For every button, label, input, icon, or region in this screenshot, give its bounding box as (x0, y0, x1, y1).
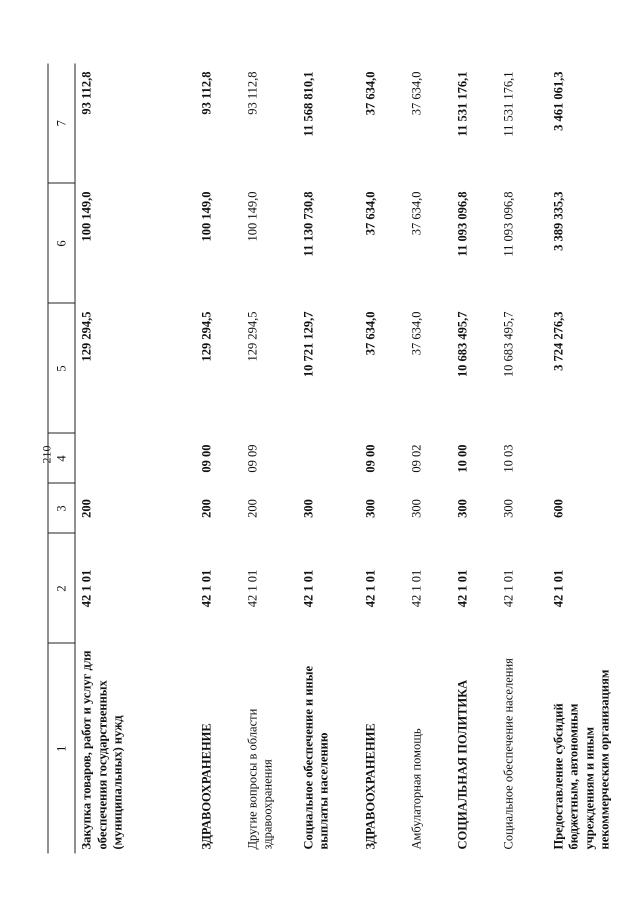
table-body (75, 63, 640, 853)
row-section-cell: 09 02 (409, 443, 423, 473)
rotated-budget-table-wrapper (48, 63, 612, 853)
page-number: 210 (39, 445, 54, 464)
row-csr-cell: 42 1 01 (363, 569, 377, 607)
row-amount-2-cell: 11 130 730,8 (301, 191, 315, 256)
header-col-2: 2 (48, 533, 75, 643)
row-vr-cell: 200 (79, 498, 94, 518)
row-amount-3-cell: 37 634,0 (409, 71, 423, 115)
row-amount-1-cell: 10 721 129,7 (301, 311, 315, 377)
row-name-cell: Другие вопросы в области здравоохранения (245, 708, 275, 849)
row-csr-cell: 42 1 01 (301, 569, 315, 607)
row-amount-1-cell: 37 634,0 (409, 311, 423, 355)
row-name-cell: Социальное обеспечение и иные выплаты населению (301, 665, 331, 849)
row-name-cell: Социальное обеспечение населения (501, 657, 515, 849)
table-row (241, 63, 297, 853)
table-row (359, 63, 405, 853)
row-amount-1-cell: 10 683 495,7 (501, 311, 515, 377)
header-col-4: 4 (48, 433, 75, 483)
row-amount-2-cell: 100 149,0 (199, 191, 213, 241)
budget-table (48, 63, 640, 853)
row-amount-1-cell: 10 683 495,7 (455, 311, 469, 377)
row-section-cell: 09 09 (245, 443, 259, 473)
row-amount-3-cell: 93 112,8 (199, 71, 213, 115)
row-csr-cell: 42 1 01 (409, 569, 423, 607)
table-row (547, 63, 640, 853)
row-vr-cell: 300 (455, 498, 469, 518)
row-name-cell: Амбулаторная помощь (409, 727, 423, 849)
row-csr-cell: 42 1 01 (199, 569, 213, 607)
row-vr-cell: 300 (501, 498, 515, 518)
row-name-cell: Закупка товаров, работ и услуг для обеспечения государственных (муниципальных) нужд (79, 649, 125, 849)
row-csr-cell: 42 1 01 (79, 569, 94, 607)
header-col-6: 6 (48, 183, 75, 303)
row-section-cell: 09 00 (363, 443, 377, 473)
table-row (297, 63, 359, 853)
row-vr-cell: 300 (363, 498, 377, 518)
row-csr-cell: 42 1 01 (455, 569, 469, 607)
header-col-7: 7 (48, 63, 75, 183)
row-amount-2-cell: 3 389 335,3 (551, 191, 565, 251)
header-col-5: 5 (48, 303, 75, 433)
row-amount-2-cell: 37 634,0 (409, 191, 423, 235)
row-vr-cell: 300 (409, 498, 423, 518)
row-vr-cell: 200 (245, 498, 259, 518)
row-amount-3-cell: 11 568 810,1 (301, 71, 315, 136)
row-name-cell: ЗДРАВООХРАНЕНИЕ (363, 722, 377, 849)
row-vr-cell: 600 (551, 498, 565, 518)
row-section-cell: 09 00 (199, 443, 213, 473)
table-row (195, 63, 241, 853)
row-amount-1-cell: 3 724 276,3 (551, 311, 565, 371)
row-amount-3-cell: 37 634,0 (363, 71, 377, 115)
row-section-cell (547, 433, 640, 483)
header-col-3: 3 (48, 483, 75, 533)
row-amount-2-cell: 11 093 096,8 (455, 191, 469, 256)
row-amount-1-cell: 129 294,5 (79, 311, 94, 361)
row-csr-cell: 42 1 01 (551, 569, 565, 607)
row-name-cell: ЗДРАВООХРАНЕНИЕ (199, 722, 213, 849)
row-amount-2-cell: 100 149,0 (79, 191, 94, 241)
row-section-cell (297, 433, 359, 483)
row-section-cell: 10 03 (501, 443, 515, 473)
header-col-1: 1 (48, 643, 75, 853)
row-csr-cell: 42 1 01 (245, 569, 259, 607)
row-name-cell: Предоставление субсидий бюджетным, автономным учреждениям и иным некоммерческим организациям (551, 669, 612, 849)
row-amount-1-cell: 37 634,0 (363, 311, 377, 355)
row-amount-2-cell: 37 634,0 (363, 191, 377, 235)
row-amount-1-cell: 129 294,5 (245, 311, 259, 361)
row-amount-3-cell: 93 112,8 (245, 71, 259, 115)
row-name-cell: СОЦИАЛЬНАЯ ПОЛИТИКА (455, 679, 469, 849)
table-row (405, 63, 451, 853)
header-row (48, 63, 75, 853)
row-amount-2-cell: 100 149,0 (245, 191, 259, 241)
row-section-cell (75, 433, 195, 483)
row-vr-cell: 200 (199, 498, 213, 518)
row-amount-3-cell: 11 531 176,1 (455, 71, 469, 136)
row-amount-1-cell: 129 294,5 (199, 311, 213, 361)
row-section-cell: 10 00 (455, 443, 469, 473)
row-csr-cell: 42 1 01 (501, 569, 515, 607)
row-vr-cell: 300 (301, 498, 315, 518)
table-row (451, 63, 497, 853)
row-amount-3-cell: 3 461 061,3 (551, 71, 565, 131)
table-row (497, 63, 547, 853)
table-row (75, 63, 195, 853)
row-amount-2-cell: 11 093 096,8 (501, 191, 515, 257)
row-amount-3-cell: 93 112,8 (79, 71, 94, 115)
row-amount-3-cell: 11 531 176,1 (501, 71, 515, 137)
